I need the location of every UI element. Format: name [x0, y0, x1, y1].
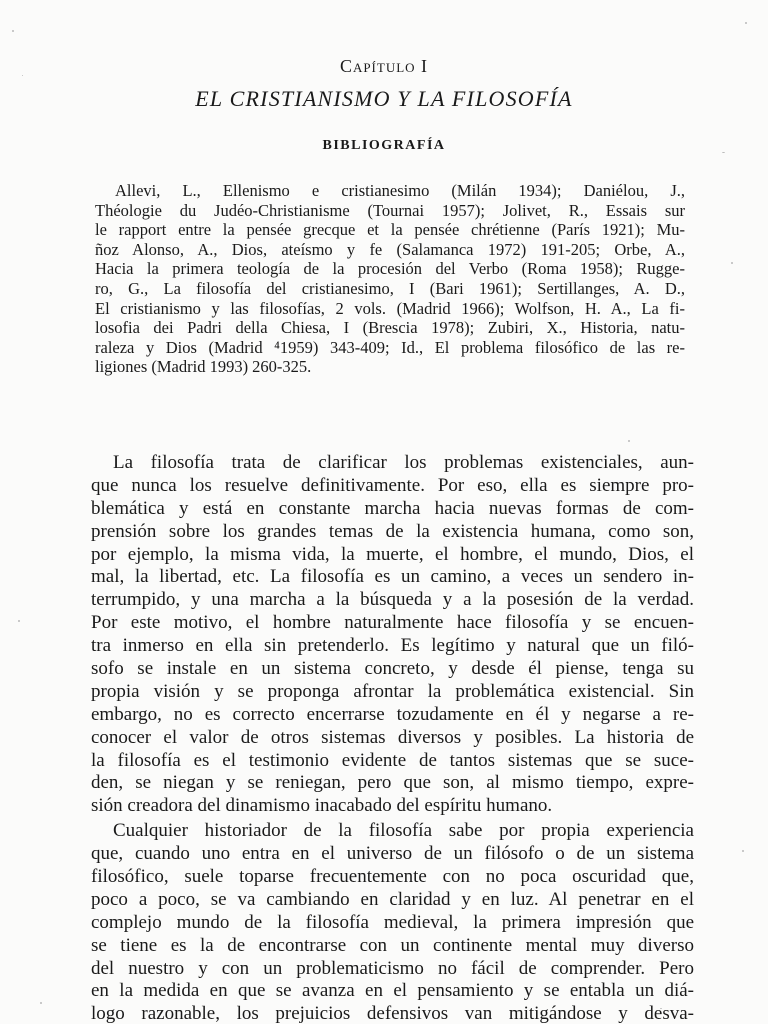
bibliography-line: Théologie du Judéo-Christianisme (Tournai 1957); Jolivet, R., Essais sur	[95, 200, 685, 220]
paragraph-line: filosófico, suele toparse frecuentemente con no poca oscuridad que,	[91, 866, 694, 888]
scan-speck	[12, 30, 14, 32]
body-text	[91, 452, 694, 1026]
bibliography-line: Allevi, L., Ellenismo e cristianesimo (Milán 1934); Daniélou, J.,	[115, 181, 685, 200]
paragraph-line: logo razonable, los prejuicios defensivos van mitigándose y desva-	[91, 1003, 694, 1025]
bibliography-line: le rapport entre la pensée grecque et la pensée chrétienne (París 1921); Mu-	[95, 220, 685, 240]
bibliography-line: losofia dei Padri della Chiesa, I (Brescia 1978); Zubiri, X., Historia, natu-	[95, 318, 685, 338]
paragraph-line: mal, la libertad, etc. La filosofía es un camino, a veces un sendero in-	[91, 566, 694, 588]
bibliography-heading: BIBLIOGRAFÍA	[322, 138, 446, 153]
paragraph-line: embargo, no es correcto encerrarse tozudamente en él y negarse a re-	[91, 703, 694, 725]
scan-speck	[742, 850, 744, 852]
paragraph-line: terrumpido, y una marcha a la búsqueda y a la posesión de la verdad.	[91, 589, 694, 611]
paragraph-line: conocer el valor de otros sistemas diversos y posibles. La historia de	[91, 726, 694, 748]
paragraph-line: prensión sobre los grandes temas de la existencia humana, como son,	[91, 520, 694, 542]
paragraph	[91, 452, 694, 818]
paragraph-line: que, cuando uno entra en el universo de un filósofo o de un sistema	[91, 843, 694, 865]
chapter-title: EL CRISTIANISMO Y LA FILOSOFÍA	[195, 86, 573, 111]
paragraph-line: propia visión y se proponga afrontar la problemática existencial. Sin	[91, 680, 694, 702]
scan-speck	[18, 620, 20, 622]
paragraph-line: Por este motivo, el hombre naturalmente hace filosofía y se encuen-	[91, 612, 694, 634]
scan-speck	[40, 1002, 42, 1004]
paragraph-line: La filosofía trata de clarificar los problemas existenciales, aun-	[113, 452, 694, 473]
paragraph-line: del nuestro y con un problematicismo no fácil de comprender. Pero	[91, 957, 694, 979]
chapter-label: Capítulo I	[339, 56, 429, 76]
paragraph-line: blemática y está en constante marcha hacia nuevas formas de com-	[91, 497, 694, 519]
bibliography-line: El cristianismo y las filosofías, 2 vols. (Madrid 1966); Wolfson, H. A., La fi-	[95, 298, 685, 318]
scan-speck	[731, 262, 733, 264]
paragraph-line: sión creadora del dinamismo inacabado del espíritu humano.	[91, 795, 553, 817]
paragraph-line: sofo se instale en un sistema concreto, y desde él piense, tenga su	[91, 658, 694, 680]
scan-speck	[628, 440, 630, 442]
bibliography-line: ñoz Alonso, A., Dios, ateísmo y fe (Salamanca 1972) 191-205; Orbe, A.,	[95, 239, 685, 259]
paragraph-line: den, se niegan y se reniegan, pero que son, al mismo tiempo, expre-	[91, 772, 694, 794]
scan-speck	[745, 22, 747, 24]
paragraph-line: se tiene es la de encontrarse con un continente mental muy diverso	[91, 934, 694, 956]
paragraph-line: tra inmerso en ella sin pretenderlo. Es legítimo y natural que un filó-	[91, 635, 694, 657]
bibliography-line: ro, G., La filosofía del cristianesimo, I (Bari 1961); Sertillanges, A. D.,	[95, 278, 685, 298]
paragraph-line: por ejemplo, la misma vida, la muerte, el hombre, el mundo, Dios, el	[91, 543, 694, 565]
paragraph-line: la filosofía es el testimonio evidente de tantos sistemas que se suce-	[91, 749, 694, 771]
bibliography-text	[95, 181, 685, 377]
paragraph-line: que nunca los resuelve definitivamente. Por eso, ella es siempre pro-	[91, 474, 694, 496]
paragraph-line: complejo mundo de la filosofía medieval, la primera impresión que	[91, 911, 694, 933]
paragraph-line: poco a poco, se va cambiando en claridad y en luz. Al penetrar en el	[91, 888, 694, 910]
bibliography-line: Hacia la primera teología de la procesión del Verbo (Roma 1958); Rugge-	[95, 259, 685, 279]
paragraph-line: Cualquier historiador de la filosofía sabe por propia experiencia	[113, 820, 694, 842]
bibliography-line: ligiones (Madrid 1993) 260-325.	[95, 357, 312, 377]
paragraph	[91, 820, 694, 1026]
bibliography-line: raleza y Dios (Madrid ⁴1959) 343-409; Id., El problema filosófico de las re-	[95, 337, 685, 357]
paragraph-line: en la medida en que se avanza en el pensamiento y se entabla un diá-	[91, 980, 694, 1002]
